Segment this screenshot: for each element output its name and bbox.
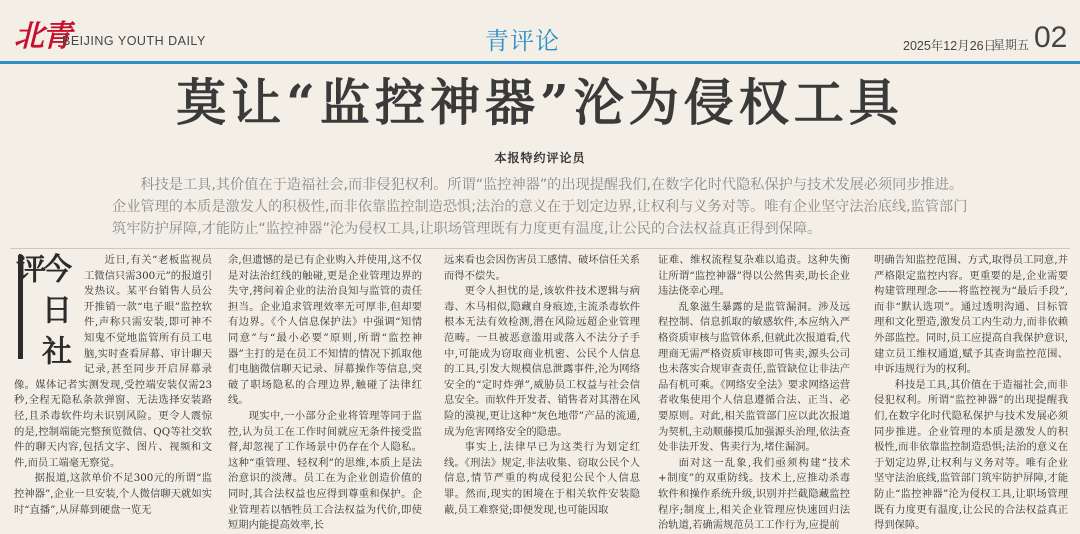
article-column-2 xyxy=(228,253,422,531)
newspaper-logo: 北青 xyxy=(14,19,70,54)
column-tag-label: 今日社评 xyxy=(10,253,71,363)
headline: 莫让“监控神器”沦为侵权工具 xyxy=(176,73,904,132)
paragraph: 证难、维权流程复杂难以追责。这种失衡让所谓“监控神器”得以公然售卖,助长企业违法侥幸心理。 xyxy=(658,254,850,298)
paragraph: 现实中,一小部分企业将管理等同于监控,认为员工在工作时间就应无条件接受监督,却忽视了工作场景中仍存在个人隐私。这种“重管理、轻权利”的思维,本质上是法治意识的淡薄。员工在为企业创造价值的同时,其合法权益也应得到尊重和保护。企业管理若以牺牲员工合法权益为代价,即使短期内能提高效率,长 xyxy=(228,409,422,532)
byline: 本报特约评论员 xyxy=(494,151,586,165)
article-column-4 xyxy=(658,253,850,531)
paragraph: 更令人担忧的是,该软件技术逻辑与病毒、木马相似,隐藏自身痕迹,主流杀毒软件根本无法有效检测,潜在风险远超企业管理范畴。一旦被恶意滥用或落入不法分子手中,可能成为窃取商业机密、公民个人信息的工具,引发大规模信息泄露事件,沦为网络安全的“定时炸弹”,威胁员工权益与社会信息安全。而软件开发者、销售者对其潜在风险的漠视,更让这种“灰色地带”产品的流通,成为危害网络安全的隐患。 xyxy=(444,285,640,438)
paragraph: 远来看也会因伤害员工感情、破坏信任关系而得不偿失。 xyxy=(444,254,640,282)
article-column-3 xyxy=(444,253,640,531)
masthead xyxy=(0,0,1080,62)
paragraph: 余,但遗憾的是已有企业购入并使用,这不仅是对法治红线的触碰,更是企业管理边界的失守,拷问着企业的法治良知与监管的责任担当。企业追求管理效率无可厚非,但却要有边界。《个人信息保护法》中强调“知情同意”与“最小必要”原则,所谓“监控神器”主打的是在员工不知情的情况下抓取他们电脑微信聊天记录、屏幕操作等信息,突破了职场隐私的合理边界,触碰了法律红线。 xyxy=(228,254,422,407)
section-title: 青评论 xyxy=(485,27,560,55)
newspaper-name-en: BEIJING YOUTH DAILY xyxy=(62,34,206,48)
paragraph: 事实上,法律早已为这类行为划定红线。《刑法》规定,非法收集、窃取公民个人信息,情节严重的构成侵犯公民个人信息罪。然而,现实的困境在于相关软件安装隐蔽,员工难察觉;即便发现,也可能因取 xyxy=(444,441,640,516)
page-number: 02 xyxy=(1034,21,1068,54)
body-divider xyxy=(10,248,1070,249)
paragraph: 明确告知监控范围、方式,取得员工同意,并严格限定监控内容。更重要的是,企业需要构建管理理念——将监控视为“最后手段”,而非“默认选项”。通过透明沟通、目标管理和文化塑造,激发员工内生动力,而非依赖外部监控。同时,员工应提高自我保护意识,建立员工维权通道,赋予其查询监控范围、申诉违规行为的权利。 xyxy=(874,254,1068,376)
paragraph: 据报道,这款单价不足300元的所谓“监控神器”,企业一旦安装,个人微信聊天就如实时“直播”,从屏幕到硬盘一览无 xyxy=(14,472,212,516)
masthead-rule xyxy=(0,61,1080,64)
paragraph: 科技是工具,其价值在于造福社会,而非侵犯权利。所谓“监控神器”的出现提醒我们,在数字化时代隐私保护与技术发展必须同步推进。企业管理的本质是激发人的积极性,而非依靠监控制造恐惧;法治的意义在于划定边界,让权利与义务对等。唯有企业坚守法治底线,监管部门筑牢防护屏障,才能防止“监控神器”沦为侵权工具,让职场管理既有力度更有温度,让公民的合法权益真正得到保障。 xyxy=(874,378,1068,532)
issue-weekday: 星期五 xyxy=(993,38,1030,52)
article-intro: 科技是工具,其价值在于造福社会,而非侵犯权利。所谓“监控神器”的出现提醒我们,在数字化时代隐私保护与技术发展必须同步推进。企业管理的本质是激发人的积极性,而非依靠监控制造恐惧;法治的意义在于划定边界,让权利与义务对等。唯有企业坚守法治底线,监管部门筑牢防护屏障,才能防止“监控神器”沦为侵权工具,让职场管理既有力度更有温度,让公民的合法权益真正得到保障。 xyxy=(112,177,968,237)
paragraph: 面对这一乱象,我们亟须构建“技术+制度”的双重防线。技术上,应推动杀毒软件和操作系统升级,识别并拦截隐藏监控程序;制度上,相关企业管理应快速回归法治轨道,若确需规范员工工作行为,应提前 xyxy=(658,456,850,532)
paragraph: 乱象滋生暴露的是监管漏洞。涉及远程控制、信息抓取的敏感软件,本应纳入严格资质审核与监管体系,但就此次报道看,代理商无需严格资质审核即可售卖,源头公司也未落实合规审查责任,监管缺位让非法产品有机可乘。《网络安全法》要求网络运营者收集使用个人信息遵循合法、正当、必要原则。对此,相关监管部门应以此次报道为契机,主动顺藤摸瓜加强源头治理,依法查处非法开发、售卖行为,堵住漏洞。 xyxy=(658,300,850,454)
paragraph: 近日,有关“老板监视员工微信只需300元”的报道引发热议。某平台销售人员公开推销一款“电子眼”监控软件,声称只需安装,即可神不知鬼不觉地监管所有员工电脑,实时查看屏幕、审计聊天记录,甚至同步开启屏幕录像。媒体记者实测发现,受控端安装仅需23秒,全程无隐私条款弹窗、无法选择安装路径,且杀毒软件均未识别风险。更令人震惊的是,控制端能完整预览微信、QQ等社交软件的聊天内容,包括文字、图片、视频和文件,而员工端毫无察觉。 xyxy=(14,254,212,469)
issue-date: 2025年12月26日 xyxy=(903,39,997,53)
article-column-5 xyxy=(874,253,1068,531)
column-tag xyxy=(10,253,78,363)
article-column-1 xyxy=(10,253,212,531)
